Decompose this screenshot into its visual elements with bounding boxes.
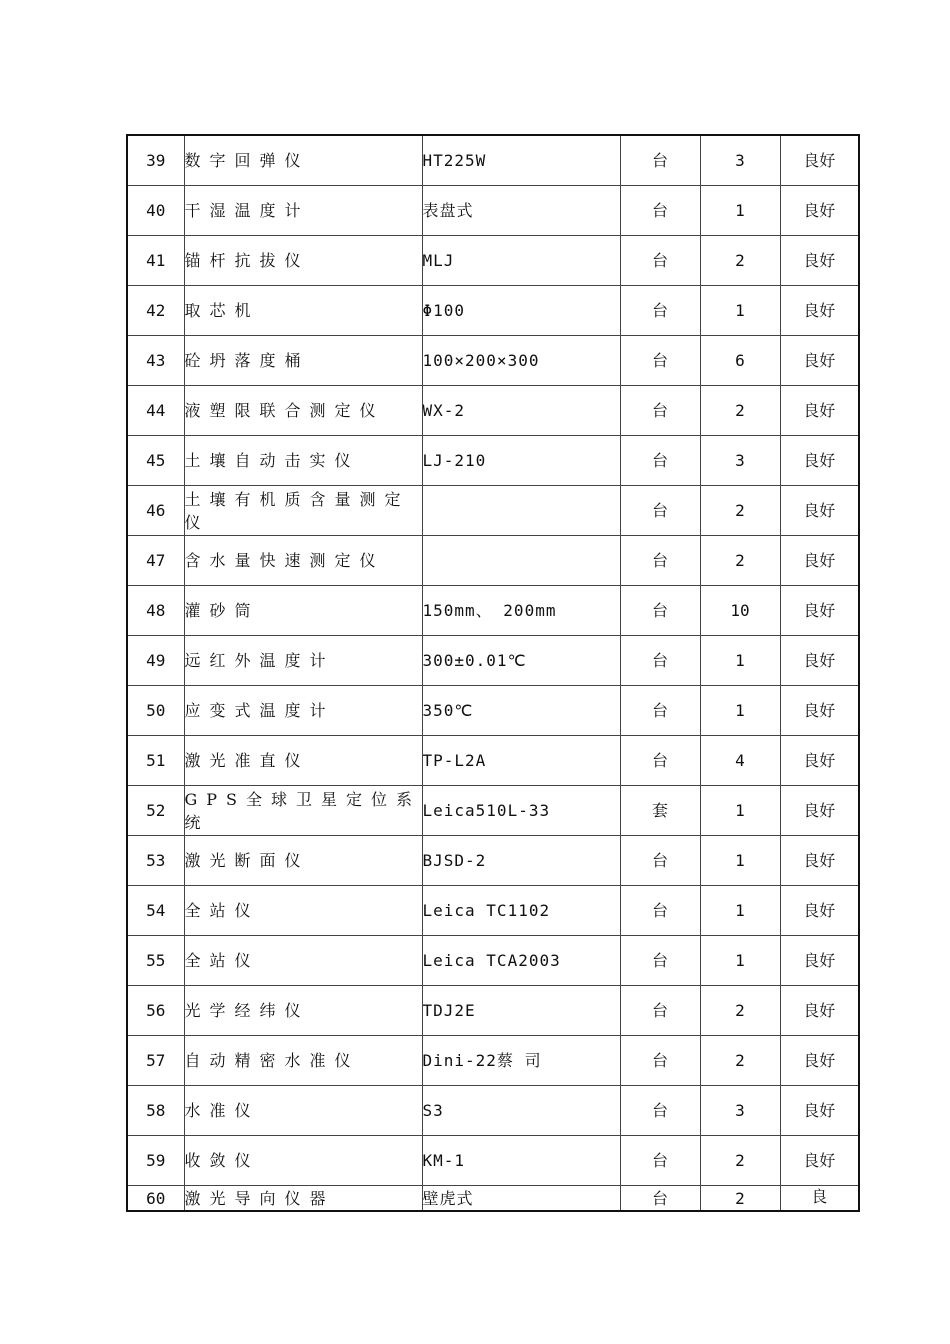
equipment-condition: 良好: [780, 1036, 859, 1086]
equipment-name: 应变式温度计: [184, 686, 422, 736]
equipment-name: 激光导向仪器: [184, 1186, 422, 1212]
equipment-unit: 台: [620, 436, 700, 486]
equipment-model: 表盘式: [422, 186, 620, 236]
equipment-model: HT225W: [422, 135, 620, 186]
equipment-unit: 台: [620, 386, 700, 436]
equipment-condition: 良好: [780, 436, 859, 486]
equipment-quantity: 1: [700, 186, 780, 236]
table-row: [127, 236, 859, 286]
equipment-quantity: 1: [700, 286, 780, 336]
table-row: [127, 186, 859, 236]
row-number: 41: [127, 236, 184, 286]
equipment-model: BJSD-2: [422, 836, 620, 886]
table-row: [127, 536, 859, 586]
equipment-quantity: 1: [700, 886, 780, 936]
equipment-unit: 台: [620, 486, 700, 536]
equipment-quantity: 2: [700, 236, 780, 286]
equipment-quantity: 4: [700, 736, 780, 786]
equipment-name: 光学经纬仪: [184, 986, 422, 1036]
row-number: 58: [127, 1086, 184, 1136]
equipment-name: 自动精密水准仪: [184, 1036, 422, 1086]
equipment-name: 取芯机: [184, 286, 422, 336]
equipment-quantity: 1: [700, 836, 780, 886]
equipment-condition: 良好: [780, 1086, 859, 1136]
table-row: [127, 1136, 859, 1186]
table-row: [127, 286, 859, 336]
equipment-condition: 良好: [780, 336, 859, 386]
equipment-condition: 良好: [780, 886, 859, 936]
equipment-quantity: 2: [700, 986, 780, 1036]
table-row: [127, 786, 859, 836]
equipment-condition: 良好: [780, 736, 859, 786]
equipment-unit: 台: [620, 686, 700, 736]
equipment-unit: 台: [620, 836, 700, 886]
row-number: 57: [127, 1036, 184, 1086]
equipment-unit: 台: [620, 1136, 700, 1186]
table-row: [127, 586, 859, 636]
equipment-model: KM-1: [422, 1136, 620, 1186]
row-number: 45: [127, 436, 184, 486]
table-row: [127, 986, 859, 1036]
row-number: 47: [127, 536, 184, 586]
row-number: 44: [127, 386, 184, 436]
table-row: [127, 386, 859, 436]
equipment-quantity: 2: [700, 486, 780, 536]
equipment-table: [126, 134, 860, 1212]
equipment-quantity: 2: [700, 536, 780, 586]
equipment-quantity: 3: [700, 135, 780, 186]
equipment-model: 100×200×300: [422, 336, 620, 386]
equipment-name: 土壤有机质含量测定仪: [184, 486, 422, 536]
equipment-model: WX-2: [422, 386, 620, 436]
equipment-quantity: 3: [700, 436, 780, 486]
row-number: 56: [127, 986, 184, 1036]
equipment-condition: 良好: [780, 636, 859, 686]
equipment-name: 全站仪: [184, 936, 422, 986]
equipment-unit: 台: [620, 636, 700, 686]
equipment-condition: 良好: [780, 236, 859, 286]
equipment-name: 干湿温度计: [184, 186, 422, 236]
row-number: 53: [127, 836, 184, 886]
equipment-unit: 台: [620, 1086, 700, 1136]
equipment-quantity: 1: [700, 786, 780, 836]
row-number: 50: [127, 686, 184, 736]
row-number: 46: [127, 486, 184, 536]
row-number: 59: [127, 1136, 184, 1186]
equipment-model: Leica TCA2003: [422, 936, 620, 986]
equipment-model: 350℃: [422, 686, 620, 736]
equipment-condition: 良好: [780, 936, 859, 986]
equipment-condition: 良好: [780, 986, 859, 1036]
table-row: [127, 135, 859, 186]
equipment-name: 土壤自动击实仪: [184, 436, 422, 486]
row-number: 42: [127, 286, 184, 336]
equipment-name: 全站仪: [184, 886, 422, 936]
table-row: [127, 836, 859, 886]
equipment-name: 水准仪: [184, 1086, 422, 1136]
equipment-quantity: 3: [700, 1086, 780, 1136]
row-number: 49: [127, 636, 184, 686]
equipment-unit: 台: [620, 186, 700, 236]
equipment-condition: 良: [780, 1186, 859, 1212]
equipment-quantity: 2: [700, 1036, 780, 1086]
equipment-name: 液塑限联合测定仪: [184, 386, 422, 436]
equipment-model: [422, 536, 620, 586]
row-number: 40: [127, 186, 184, 236]
equipment-unit: 台: [620, 236, 700, 286]
equipment-model: [422, 486, 620, 536]
equipment-model: Leica510L-33: [422, 786, 620, 836]
row-number: 51: [127, 736, 184, 786]
table-row: [127, 936, 859, 986]
equipment-model: Dini-22蔡 司: [422, 1036, 620, 1086]
equipment-name: 收敛仪: [184, 1136, 422, 1186]
equipment-model: Leica TC1102: [422, 886, 620, 936]
equipment-name: GPS全球卫星定位系统: [184, 786, 422, 836]
table-row: [127, 886, 859, 936]
row-number: 43: [127, 336, 184, 386]
equipment-model: 壁虎式: [422, 1186, 620, 1212]
equipment-model: LJ-210: [422, 436, 620, 486]
equipment-name: 激光断面仪: [184, 836, 422, 886]
equipment-unit: 台: [620, 986, 700, 1036]
table-row: [127, 1086, 859, 1136]
row-number: 39: [127, 135, 184, 186]
equipment-condition: 良好: [780, 586, 859, 636]
equipment-model: TDJ2E: [422, 986, 620, 1036]
equipment-unit: 台: [620, 586, 700, 636]
equipment-model: TP-L2A: [422, 736, 620, 786]
equipment-unit: 台: [620, 936, 700, 986]
table-row: [127, 1186, 859, 1212]
equipment-model: Φ100: [422, 286, 620, 336]
equipment-unit: 套: [620, 786, 700, 836]
row-number: 55: [127, 936, 184, 986]
table-row: [127, 686, 859, 736]
equipment-condition: 良好: [780, 836, 859, 886]
equipment-name: 锚杆抗拔仪: [184, 236, 422, 286]
equipment-unit: 台: [620, 1186, 700, 1212]
equipment-quantity: 1: [700, 686, 780, 736]
equipment-condition: 良好: [780, 786, 859, 836]
equipment-quantity: 10: [700, 586, 780, 636]
equipment-name: 含水量快速测定仪: [184, 536, 422, 586]
equipment-name: 远红外温度计: [184, 636, 422, 686]
row-number: 60: [127, 1186, 184, 1212]
equipment-model: S3: [422, 1086, 620, 1136]
equipment-quantity: 1: [700, 936, 780, 986]
row-number: 52: [127, 786, 184, 836]
equipment-condition: 良好: [780, 686, 859, 736]
equipment-condition: 良好: [780, 486, 859, 536]
table-row: [127, 336, 859, 386]
equipment-model: 150mm、 200mm: [422, 586, 620, 636]
table-row: [127, 486, 859, 536]
equipment-quantity: 6: [700, 336, 780, 386]
equipment-name: 砼坍落度桶: [184, 336, 422, 386]
equipment-name: 灌砂筒: [184, 586, 422, 636]
equipment-unit: 台: [620, 286, 700, 336]
equipment-unit: 台: [620, 736, 700, 786]
equipment-unit: 台: [620, 886, 700, 936]
row-number: 48: [127, 586, 184, 636]
equipment-condition: 良好: [780, 386, 859, 436]
row-number: 54: [127, 886, 184, 936]
table-row: [127, 436, 859, 486]
table-row: [127, 1036, 859, 1086]
equipment-unit: 台: [620, 1036, 700, 1086]
equipment-name: 激光准直仪: [184, 736, 422, 786]
equipment-condition: 良好: [780, 1136, 859, 1186]
equipment-quantity: 2: [700, 1136, 780, 1186]
equipment-condition: 良好: [780, 286, 859, 336]
equipment-unit: 台: [620, 336, 700, 386]
equipment-quantity: 2: [700, 1186, 780, 1212]
equipment-unit: 台: [620, 135, 700, 186]
equipment-condition: 良好: [780, 186, 859, 236]
equipment-quantity: 1: [700, 636, 780, 686]
equipment-quantity: 2: [700, 386, 780, 436]
table-row: [127, 636, 859, 686]
table-row: [127, 736, 859, 786]
equipment-model: MLJ: [422, 236, 620, 286]
equipment-unit: 台: [620, 536, 700, 586]
equipment-model: 300±0.01℃: [422, 636, 620, 686]
equipment-condition: 良好: [780, 536, 859, 586]
equipment-name: 数字回弹仪: [184, 135, 422, 186]
equipment-condition: 良好: [780, 135, 859, 186]
